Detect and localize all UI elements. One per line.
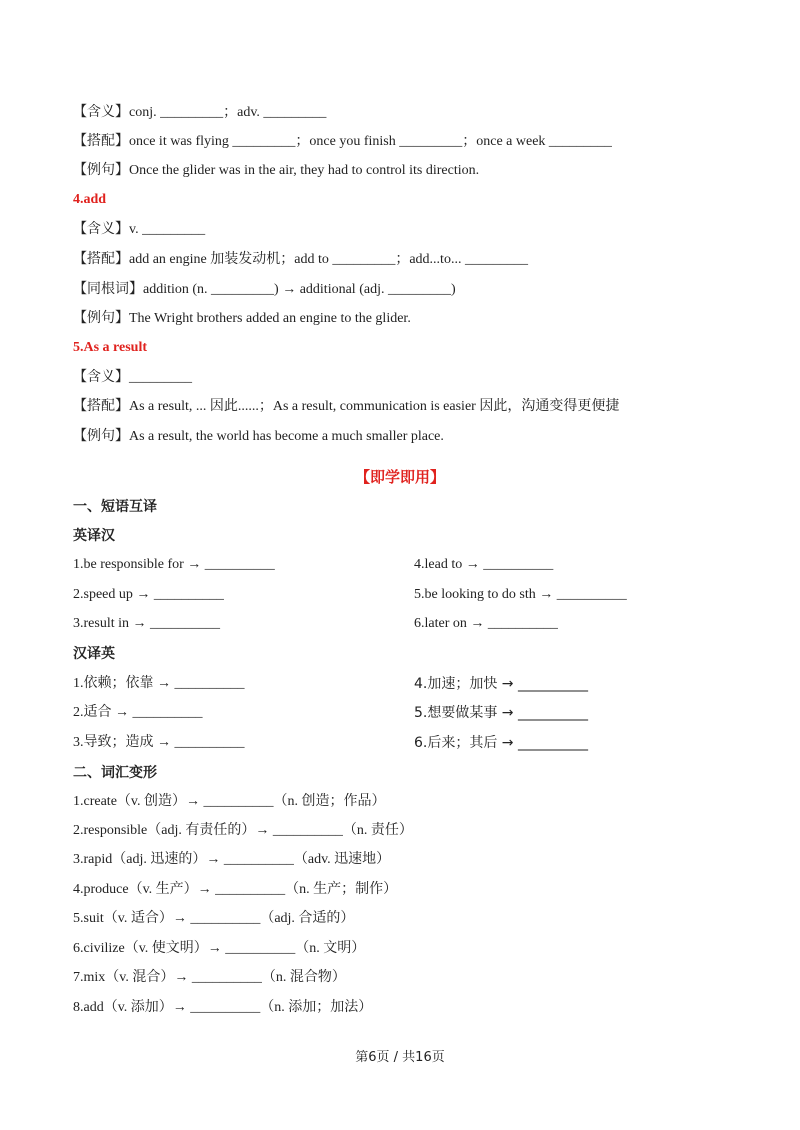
word-form-item: 3.rapid（adj. 迅速的）→ __________（adv. 迅速地） bbox=[73, 852, 391, 867]
word-form-item: 7.mix（v. 混合）→ __________（n. 混合物） bbox=[73, 970, 346, 985]
line-collocation-once: 【搭配】once it was flying _________；once you finish _________；once a week _________ bbox=[73, 134, 612, 149]
line-collocation-as-a-result: 【搭配】As a result, ... 因此......；As a result, communication is easier 因此，沟通变得更便捷 bbox=[73, 399, 620, 414]
entry-heading-as-a-result: 5.As a result bbox=[73, 340, 148, 355]
line-meaning-once: 【含义】conj. _________；adv. _________ bbox=[73, 105, 327, 120]
exercise-item: 4.lead to → __________ bbox=[414, 557, 554, 572]
exercise-item: 3.导致；造成 → __________ bbox=[73, 735, 245, 750]
line-meaning-add: 【含义】v. _________ bbox=[73, 222, 206, 237]
exercise-item: 6.later on → __________ bbox=[414, 616, 558, 631]
exercise-item: 5.想要做某事 → __________ bbox=[414, 705, 588, 721]
exercise-item: 4.加速；加快 → __________ bbox=[414, 676, 588, 692]
word-form-item: 6.civilize（v. 使文明）→ __________（n. 文明） bbox=[73, 941, 366, 956]
exercise-item: 6.后来；其后 → __________ bbox=[414, 735, 588, 751]
cn-en-heading: 汉译英 bbox=[73, 646, 115, 662]
exercise-item: 3.result in → __________ bbox=[73, 616, 220, 631]
exercise-item: 1.依赖；依靠 → __________ bbox=[73, 676, 245, 691]
line-example-add: 【例句】The Wright brothers added an engine to the glider. bbox=[73, 311, 411, 326]
en-cn-heading: 英译汉 bbox=[73, 528, 115, 544]
part1-heading: 一、短语互译 bbox=[73, 499, 157, 515]
line-cognate-add: 【同根词】addition (n. _________) → additional (adj. _________) bbox=[73, 282, 456, 297]
part2-heading: 二、词汇变形 bbox=[73, 765, 157, 781]
exercise-item: 5.be looking to do sth → __________ bbox=[414, 587, 627, 602]
exercise-item: 1.be responsible for → __________ bbox=[73, 557, 275, 572]
word-form-item: 2.responsible（adj. 有责任的）→ __________（n. 责任） bbox=[73, 823, 413, 838]
line-meaning-as-a-result: 【含义】_________ bbox=[73, 370, 192, 385]
entry-heading-add: 4.add bbox=[73, 192, 107, 207]
exercise-item: 2.speed up → __________ bbox=[73, 587, 224, 602]
line-collocation-add: 【搭配】add an engine 加装发动机；add to _________；add...to... _________ bbox=[73, 252, 528, 267]
word-form-item: 5.suit（v. 适合）→ __________（adj. 合适的） bbox=[73, 911, 355, 926]
exercise-item: 2.适合 → __________ bbox=[73, 705, 203, 720]
word-form-item: 8.add（v. 添加）→ __________（n. 添加；加法） bbox=[73, 1000, 373, 1015]
word-form-item: 4.produce（v. 生产）→ __________（n. 生产；制作） bbox=[73, 882, 398, 897]
line-example-once: 【例句】Once the glider was in the air, they had to control its direction. bbox=[73, 163, 480, 178]
page-footer: 第6页 / 共16页 bbox=[355, 1050, 445, 1065]
line-example-as-a-result: 【例句】As a result, the world has become a much smaller place. bbox=[73, 429, 444, 444]
section-title: 【即学即用】 bbox=[354, 468, 445, 486]
word-form-item: 1.create（v. 创造）→ __________（n. 创造；作品） bbox=[73, 794, 386, 809]
